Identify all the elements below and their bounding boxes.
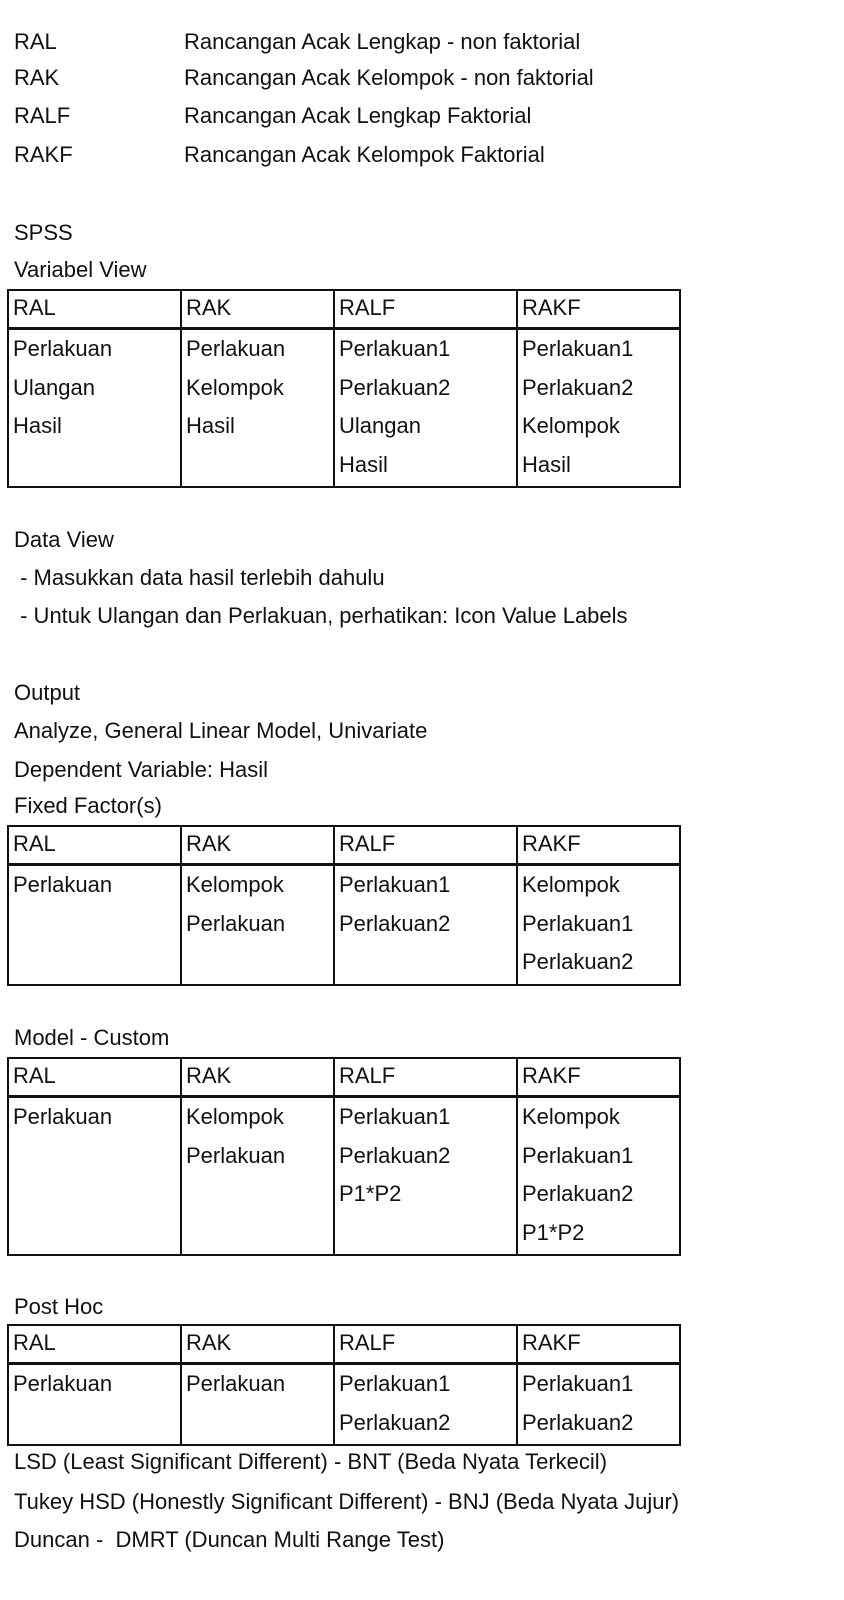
table-cell-line: Perlakuan	[186, 1142, 286, 1168]
table-cell-line: Hasil	[522, 451, 571, 477]
table-cell-line: Perlakuan	[13, 872, 113, 897]
abbr-definition: Rancangan Acak Lengkap Faktorial	[184, 103, 532, 128]
model-custom-table	[7, 1057, 681, 1256]
fixed-factors-table	[7, 825, 681, 986]
table-cell	[9, 1365, 180, 1444]
post-hoc-note: Duncan - DMRT (Duncan Multi Range Test)	[14, 1527, 445, 1552]
table-header-cell: RAK	[180, 827, 333, 863]
post-hoc-heading: Post Hoc	[14, 1294, 104, 1319]
table-cell-line: Kelompok	[186, 374, 284, 400]
table-header-row	[9, 1326, 679, 1365]
table-cell	[516, 1098, 679, 1254]
variabel-view-heading: Variabel View	[14, 257, 147, 282]
table-cell	[9, 330, 180, 486]
table-cell-line: Perlakuan1	[339, 1371, 451, 1396]
table-cell-line: Perlakuan	[186, 1371, 286, 1396]
data-view-bullet: - Masukkan data hasil terlebih dahulu	[14, 565, 385, 590]
table-cell-line: Perlakuan1	[522, 910, 634, 936]
table-body-row	[9, 1098, 679, 1254]
abbr: RAKF	[14, 142, 73, 167]
table-cell-line: Ulangan	[13, 374, 95, 400]
table-header-cell: RAKF	[516, 291, 679, 327]
abbr-definition: Rancangan Acak Kelompok Faktorial	[184, 142, 545, 167]
post-hoc-table	[7, 1324, 681, 1446]
table-header-cell: RALF	[333, 827, 516, 863]
table-header-cell: RAK	[180, 1326, 333, 1362]
table-cell-line: Kelompok	[522, 1104, 620, 1129]
table-cell-line: Kelompok	[186, 1104, 284, 1129]
abbr: RAK	[14, 65, 60, 90]
table-cell-line: Ulangan	[339, 413, 421, 438]
variabel-view-table	[7, 289, 681, 488]
table-cell-line: Perlakuan1	[522, 336, 634, 361]
fixed-factors-heading: Fixed Factor(s)	[14, 793, 162, 818]
table-cell	[180, 1098, 333, 1254]
abbr-definition: Rancangan Acak Lengkap - non faktorial	[184, 29, 581, 54]
table-header-cell: RAL	[13, 1330, 56, 1355]
table-cell-line: Perlakuan1	[522, 1371, 634, 1396]
table-cell-line: Perlakuan	[13, 1104, 113, 1129]
table-header-cell: RALF	[333, 291, 516, 327]
table-header-row	[9, 1059, 679, 1098]
table-cell-line: Perlakuan1	[339, 336, 451, 361]
table-cell	[180, 1365, 333, 1444]
table-cell	[516, 1365, 679, 1444]
table-cell	[516, 330, 679, 486]
table-body-row	[9, 866, 679, 984]
table-cell-line: Perlakuan1	[339, 872, 451, 897]
table-cell-line: Hasil	[186, 413, 235, 438]
table-cell-line: Perlakuan2	[522, 1409, 634, 1435]
menu-path: Analyze, General Linear Model, Univariate	[14, 718, 428, 743]
table-cell-line: Perlakuan	[186, 910, 286, 936]
table-header-cell: RAL	[13, 295, 56, 320]
table-cell	[516, 866, 679, 984]
table-cell-line: Kelompok	[522, 872, 620, 897]
table-cell	[333, 330, 516, 486]
table-cell-line: Perlakuan2	[339, 1409, 451, 1435]
table-cell-line: P1*P2	[522, 1219, 585, 1245]
table-body-row	[9, 330, 679, 486]
table-header-row	[9, 827, 679, 866]
table-header-cell: RAKF	[516, 827, 679, 863]
table-cell-line: Perlakuan2	[339, 910, 451, 936]
table-cell-line: Hasil	[13, 413, 62, 438]
table-header-cell: RAK	[180, 1059, 333, 1095]
table-header-cell: RAL	[13, 1063, 56, 1088]
table-cell-line: Perlakuan1	[339, 1104, 451, 1129]
table-cell	[333, 1098, 516, 1254]
post-hoc-note: Tukey HSD (Honestly Significant Different) - BNJ (Beda Nyata Jujur)	[14, 1489, 680, 1514]
table-cell-line: P1*P2	[339, 1181, 402, 1206]
table-cell-line: Perlakuan2	[522, 1181, 634, 1206]
data-view-heading: Data View	[14, 527, 114, 552]
table-header-cell: RAKF	[516, 1059, 679, 1095]
abbr: RALF	[14, 103, 71, 128]
post-hoc-note: LSD (Least Significant Different) - BNT (Beda Nyata Terkecil)	[14, 1449, 608, 1474]
table-cell-line: Perlakuan2	[339, 1142, 451, 1168]
spss-heading: SPSS	[14, 220, 73, 245]
table-header-cell: RALF	[333, 1059, 516, 1095]
table-header-cell: RAK	[180, 291, 333, 327]
table-cell	[180, 330, 333, 486]
table-cell	[180, 866, 333, 984]
table-body-row	[9, 1365, 679, 1444]
table-cell-line: Hasil	[339, 451, 388, 477]
table-cell-line: Perlakuan	[186, 336, 286, 361]
table-cell-line: Perlakuan	[13, 1371, 113, 1396]
table-header-cell: RAKF	[516, 1326, 679, 1362]
table-cell-line: Perlakuan1	[522, 1142, 634, 1168]
table-header-cell: RALF	[333, 1326, 516, 1362]
table-cell	[9, 866, 180, 984]
table-cell-line: Kelompok	[522, 413, 620, 438]
table-cell-line: Perlakuan2	[522, 374, 634, 400]
abbr-definition: Rancangan Acak Kelompok - non faktorial	[184, 65, 594, 90]
table-cell	[9, 1098, 180, 1254]
data-view-bullet: - Untuk Ulangan dan Perlakuan, perhatikan: Icon Value Labels	[14, 603, 628, 628]
table-header-row	[9, 291, 679, 330]
table-cell-line: Perlakuan2	[339, 374, 451, 400]
output-heading: Output	[14, 680, 81, 705]
dependent-variable: Dependent Variable: Hasil	[14, 757, 268, 782]
table-cell-line: Kelompok	[186, 872, 284, 897]
abbr: RAL	[14, 29, 57, 54]
table-cell	[333, 866, 516, 984]
table-cell	[333, 1365, 516, 1444]
table-cell-line: Perlakuan2	[522, 949, 634, 974]
table-header-cell: RAL	[13, 831, 56, 856]
table-cell-line: Perlakuan	[13, 336, 113, 361]
model-custom-heading: Model - Custom	[14, 1025, 170, 1050]
